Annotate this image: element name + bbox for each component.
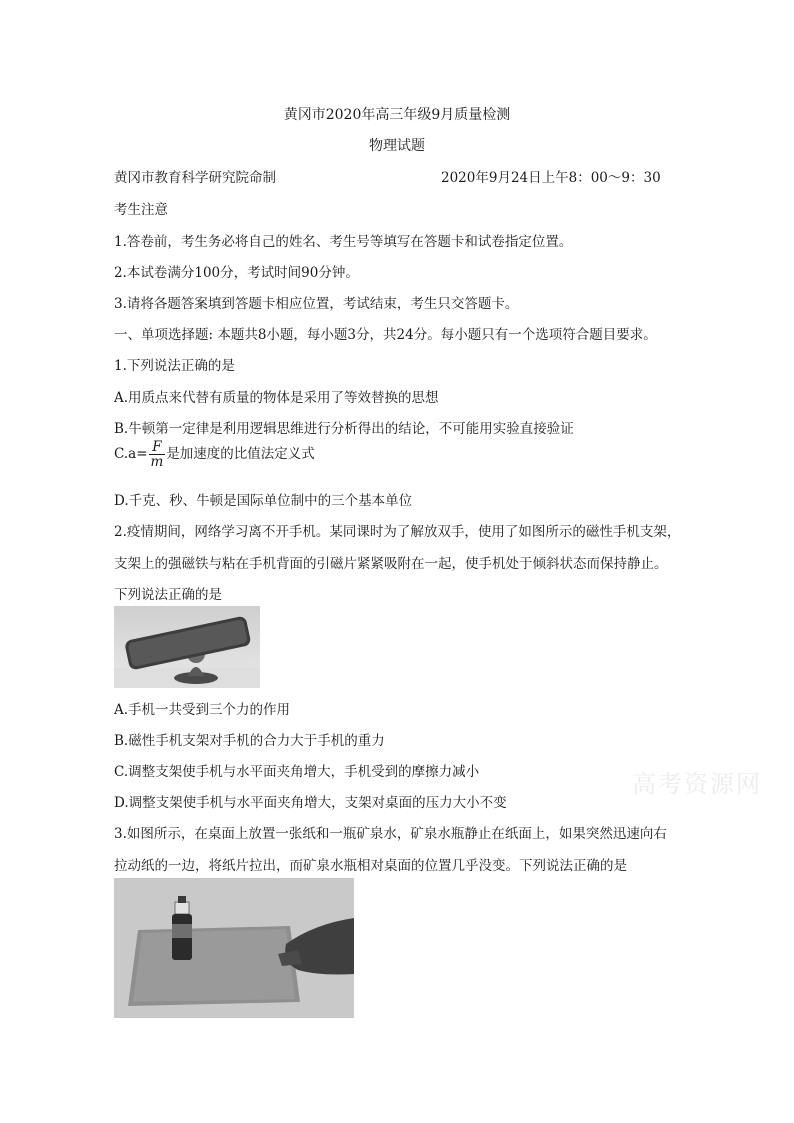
option-b: B.牛顿第一定律是利用逻辑思维进行分析得出的结论，不可能用实验直接验证 [114, 421, 574, 437]
fraction [149, 440, 166, 469]
question-stem: 1.下列说法正确的是 [114, 358, 235, 374]
option-a: A.手机一共受到三个力的作用 [114, 702, 291, 718]
notice-heading: 考生注意 [114, 202, 168, 218]
fraction-denominator: m [150, 454, 164, 470]
notice-item: 3.请将各题答案填到答题卡相应位置，考试结束，考生只交答题卡。 [114, 296, 519, 312]
paper-bottle-photo [114, 878, 354, 1018]
question-stem: 2.疫情期间，网络学习离不开手机。某同课时为了解放双手，使用了如图所示的磁性手机支架， [114, 524, 681, 540]
option-a: A.用质点来代替有质量的物体是采用了等效替换的思想 [114, 390, 439, 406]
notice-item: 2.本试卷满分100分，考试时间90分钟。 [114, 265, 359, 281]
section-heading: 一、单项选择题: 本题共8小题，每小题3分，共24分。每小题只有一个选项符合题目要求。 [114, 327, 657, 343]
exam-title: 黄冈市2020年高三年级9月质量检测 [283, 107, 511, 123]
exam-subject: 物理试题 [369, 138, 425, 154]
option-c: C.调整支架使手机与水平面夹角增大，手机受到的摩擦力减小 [114, 764, 480, 780]
option-c [114, 440, 315, 469]
option-c-prefix: C.a= [114, 446, 148, 462]
paper-bottle-illustration [114, 878, 354, 1018]
watermark: 高考资源网 [632, 770, 762, 798]
option-d: D.千克、秒、牛顿是国际单位制中的三个基本单位 [114, 493, 413, 509]
option-d: D.调整支架使手机与水平面夹角增大，支架对桌面的压力大小不变 [114, 795, 507, 811]
option-c-suffix: 是加速度的比值法定义式 [166, 446, 315, 462]
exam-datetime: 2020年9月24日上午8：00～9：30 [441, 170, 661, 186]
question-stem: 下列说法正确的是 [114, 587, 222, 603]
phone-holder-photo [114, 606, 260, 688]
notice-item: 1.答卷前，考生务必将自己的姓名、考生号等填写在答题卡和试卷指定位置。 [114, 234, 573, 250]
fraction-numerator: F [149, 440, 166, 455]
exam-issuer: 黄冈市教育科学研究院命制 [114, 170, 276, 186]
question-stem: 拉动纸的一边，将纸片拉出，而矿泉水瓶相对桌面的位置几乎没变。下列说法正确的是 [114, 858, 627, 874]
question-stem: 支架上的强磁铁与粘在手机背面的引磁片紧紧吸附在一起，使手机处于倾斜状态而保持静止。 [114, 556, 668, 572]
option-b: B.磁性手机支架对手机的合力大于手机的重力 [114, 733, 385, 749]
question-stem: 3.如图所示，在桌面上放置一张纸和一瓶矿泉水，矿泉水瓶静止在纸面上，如果突然迅速向右 [114, 826, 667, 842]
phone-holder-illustration [114, 606, 260, 688]
